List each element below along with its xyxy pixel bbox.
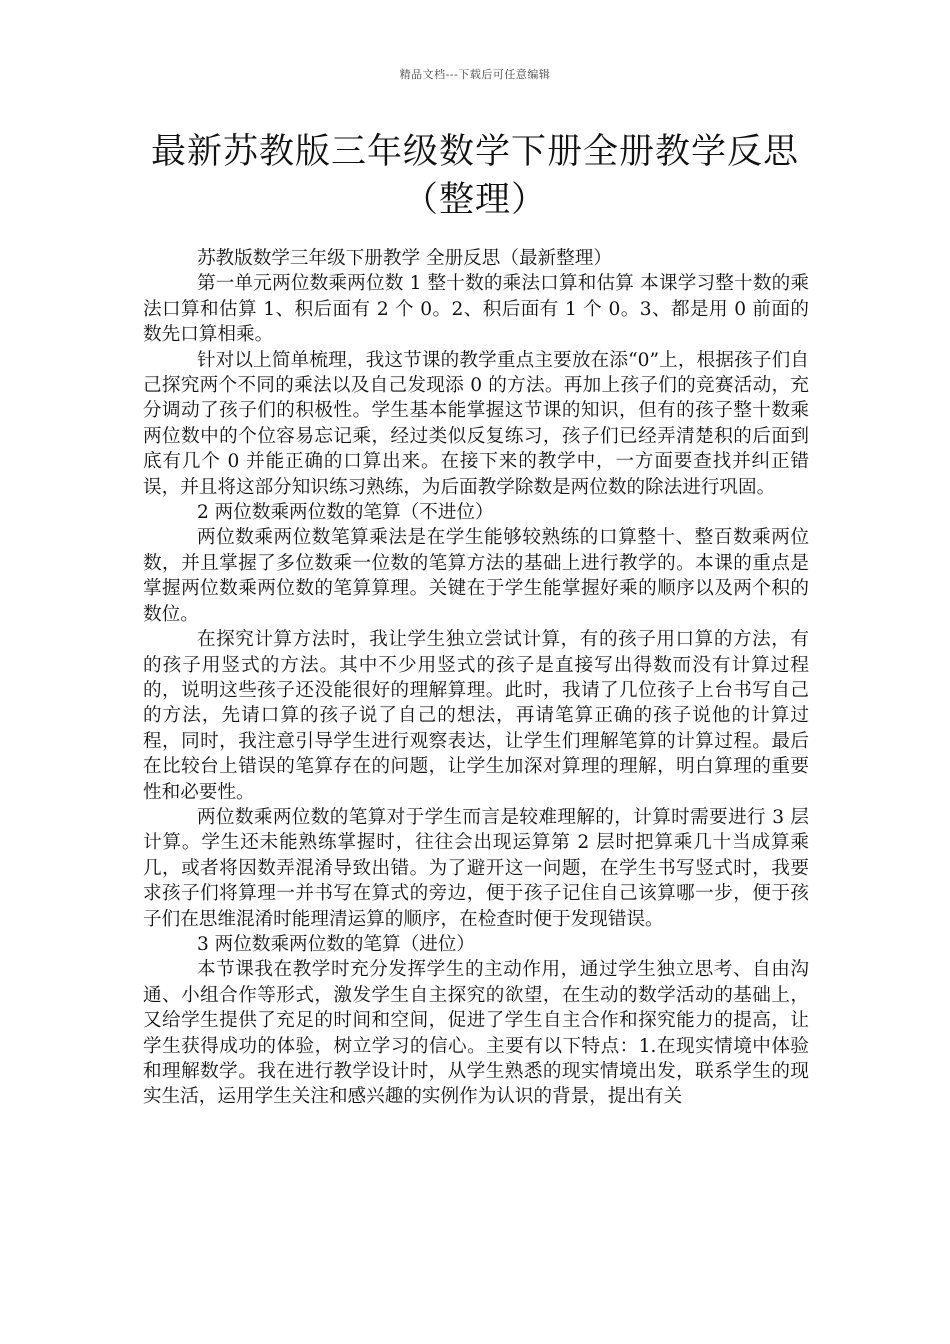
paragraph: 两位数乘两位数的笔算对于学生而言是较难理解的，计算时需要进行 3 层计算。学生还未能熟练掌握时，往往会出现运算第 2 层时把算乘几十当成算乘几，或者将因数弄混淆导致出错。为了避开这一问题，在学生书写竖式时，我要求孩子们将算理一并书写在算式的旁边，便于孩子记住自己该算哪一步，便于孩子们在思维混淆时能理清运算的顺序，在检查时便于发现错误。 bbox=[143, 806, 809, 930]
paragraph: 针对以上简单梳理，我这节课的教学重点主要放在添“0”上，根据孩子们自己探究两个不同的乘法以及自己发现添 0 的方法。再加上孩子们的竞赛活动，充分调动了孩子们的积极性。学生基本能掌握这节课的知识，但有的孩子整十数乘两位数中的个位容易忘记乘，经过类似反复练习，孩子们已经弄清楚积的后面到底有几个 0 并能正确的口算出来。在接下来的教学中，一方面要查找并纠正错误，并且将这部分知识练习熟练，为后面教学除数是两位数的除法进行巩固。 bbox=[143, 349, 809, 498]
title-line-1: 最新苏教版三年级数学下册全册教学反思 bbox=[150, 132, 799, 172]
paragraph: 本节课我在教学时充分发挥学生的主动作用，通过学生独立思考、自由沟通、小组合作等形式，激发学生自主探究的欲望，在生动的数学活动的基础上，又给学生提供了充足的时间和空间，促进了学生自主合作和探究能力的提高，让学生获得成功的体验，树立学习的信心。主要有以下特点：1.在现实情境中体验和理解数学。我在进行教学设计时，从学生熟悉的现实情境出发，联系学生的现实生活，运用学生关注和感兴趣的实例作为认识的背景，提出有关 bbox=[143, 959, 809, 1108]
paragraph: 在探究计算方法时，我让学生独立尝试计算，有的孩子用口算的方法，有的孩子用竖式的方法。其中不少用竖式的孩子是直接写出得数而没有计算过程的，说明这些孩子还没能很好的理解算理。此时，我请了几位孩子上台书写自己的方法，先请口算的孩子说了自己的想法，再请笔算正确的孩子说他的计算过程，同时，我注意引导学生进行观察表达，让学生们理解笔算的计算过程。最后在比较台上错误的笔算存在的问题，让学生加深对算理的理解，明白算理的重要性和必要性。 bbox=[143, 629, 809, 803]
section-heading: 2 两位数乘两位数的笔算（不进位） bbox=[196, 502, 494, 524]
section-heading: 3 两位数乘两位数的笔算（进位） bbox=[196, 933, 475, 955]
paragraph-subtitle: 苏教版数学三年级下册教学 全册反思（最新整理） bbox=[196, 248, 612, 269]
document-title bbox=[140, 128, 810, 224]
paragraph: 两位数乘两位数笔算乘法是在学生能够较熟练的口算整十、整百数乘两位数，并且掌握了多位数乘一位数的笔算方法的基础上进行教学的。本课的重点是掌握两位数乘两位数的笔算算理。关键在于学生能掌握好乘的顺序以及两个积的数位。 bbox=[143, 527, 809, 625]
document-body bbox=[143, 246, 809, 1110]
header-note: 精品文档---下载后可任意编辑 bbox=[399, 68, 551, 81]
paragraph: 第一单元两位数乘两位数 1 整十数的乘法口算和估算 本课学习整十数的乘法口算和估算 1、积后面有 2 个 0。2、积后面有 1 个 0。3、都是用 0 前面的数先口算相乘。 bbox=[143, 273, 809, 346]
title-line-2: （整理） bbox=[402, 180, 547, 220]
